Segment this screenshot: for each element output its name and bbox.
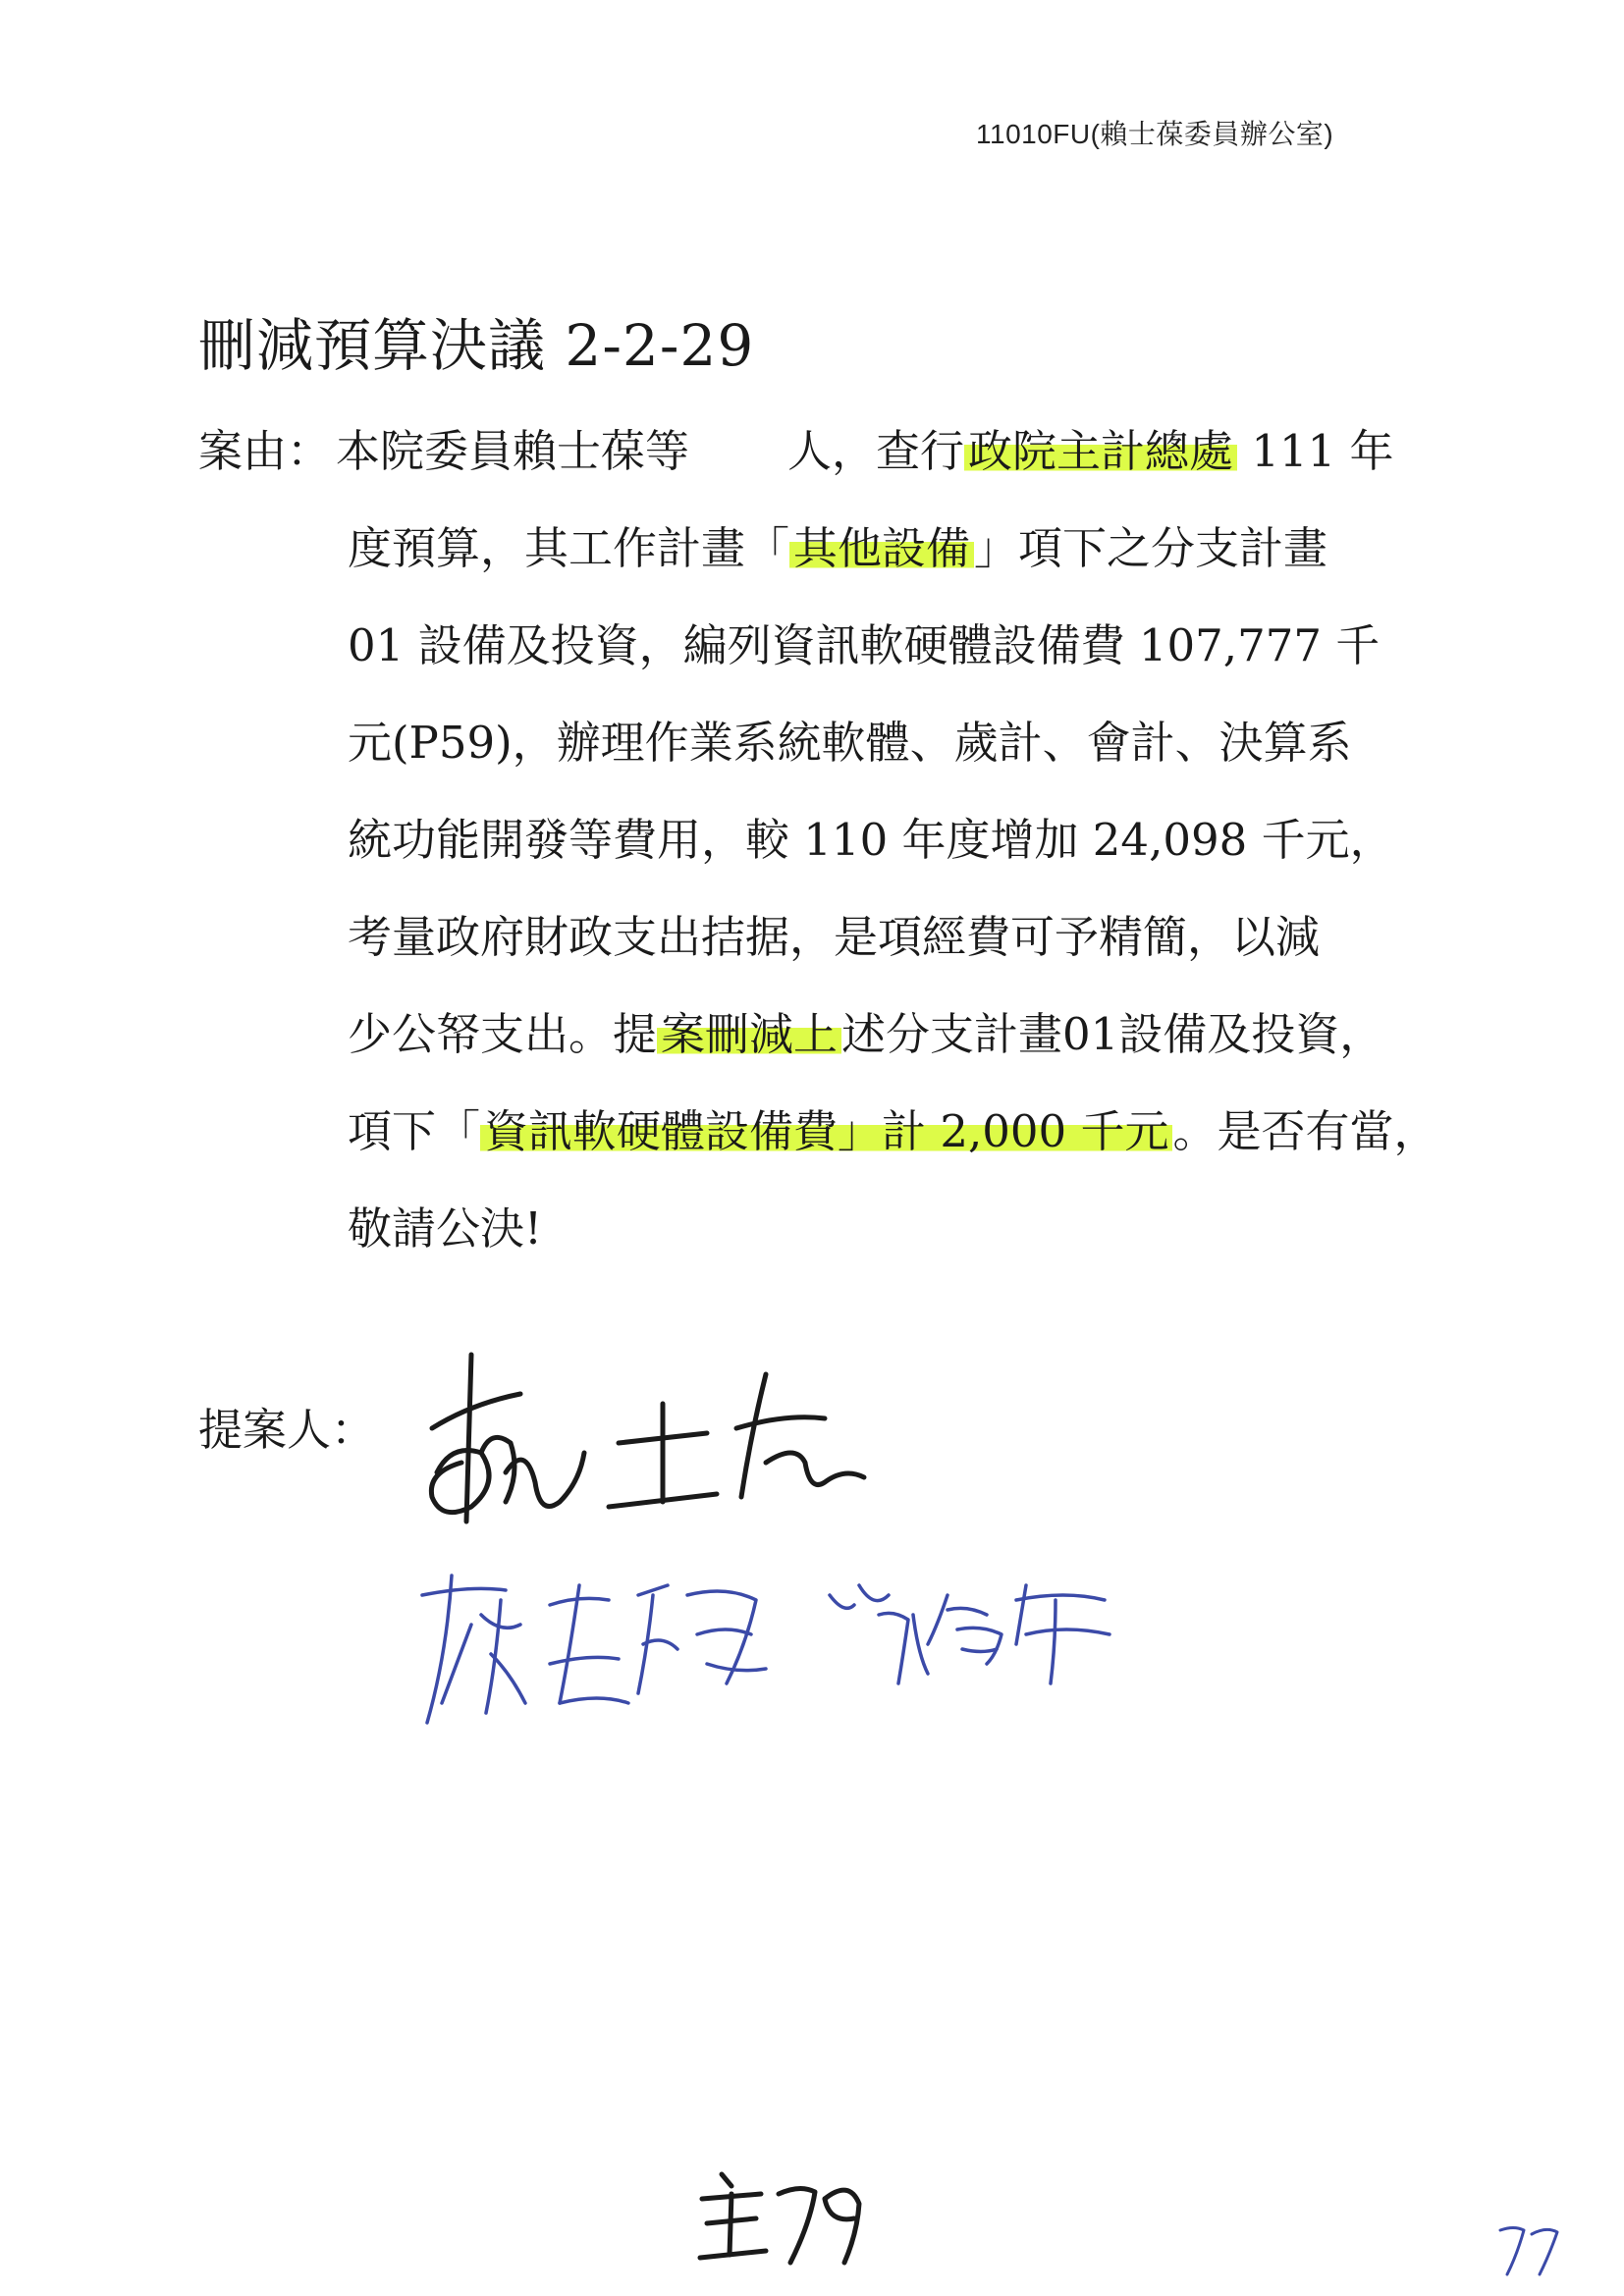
case-text-line [198, 500, 1445, 597]
text-segment: 項下「 [348, 1105, 481, 1157]
text-segment: 111 年 [1237, 425, 1394, 477]
text-segment: 人，查行 [787, 425, 965, 477]
case-text-line [198, 597, 1445, 694]
text-segment: 考量政府財政支出拮据，是項經費可予精簡，以減 [348, 911, 1321, 963]
highlighted-text: 資訊軟硬體設備費」計 2,000 千元 [480, 1105, 1172, 1157]
office-code: 11010FU(賴士葆委員辦公室) [976, 119, 1334, 149]
case-text-line [198, 694, 1445, 791]
text-segment: 。是否有當， [1172, 1105, 1438, 1157]
text-segment: 述分支計畫01設備及投資， [841, 1008, 1384, 1060]
highlighted-text: 其他設備 [789, 522, 974, 574]
case-label: 案由： [198, 425, 332, 477]
case-text-line [198, 1083, 1445, 1180]
text-segment: 統功能開發等費用，較 110 年度增加 24,098 千元， [348, 814, 1394, 866]
case-text-line [198, 888, 1445, 986]
signature-3 [820, 1556, 1144, 1693]
case-text-line [198, 1180, 1445, 1277]
case-text-line [198, 402, 1445, 500]
signature-1 [412, 1335, 884, 1546]
highlighted-text: 政院主計總處 [964, 425, 1237, 477]
text-segment: 01 設備及投資，編列資訊軟硬體設備費 107,777 千 [348, 619, 1380, 671]
text-segment: 」項下之分支計畫 [974, 522, 1328, 574]
highlighted-text: 案刪減上 [657, 1008, 841, 1060]
page-number-handwritten [1492, 2220, 1571, 2279]
footer-handwritten-code [692, 2164, 869, 2272]
text-segment: 元(P59)，辦理作業系統軟體、歲計、會計、決算系 [348, 717, 1352, 769]
proposer-label: 提案人： [198, 1404, 376, 1456]
case-text-line [198, 791, 1445, 888]
text-segment: 少公帑支出。提 [348, 1008, 658, 1060]
text-segment: 度預算，其工作計畫「 [348, 522, 790, 574]
signature-2 [412, 1556, 795, 1733]
case-text-line [198, 986, 1445, 1083]
text-segment: 敬請公決! [348, 1202, 543, 1255]
case-body [198, 402, 1445, 1277]
text-segment: 本院委員賴士葆等 [336, 425, 690, 477]
document-title: 刪減預算決議 2-2-29 [198, 312, 755, 379]
